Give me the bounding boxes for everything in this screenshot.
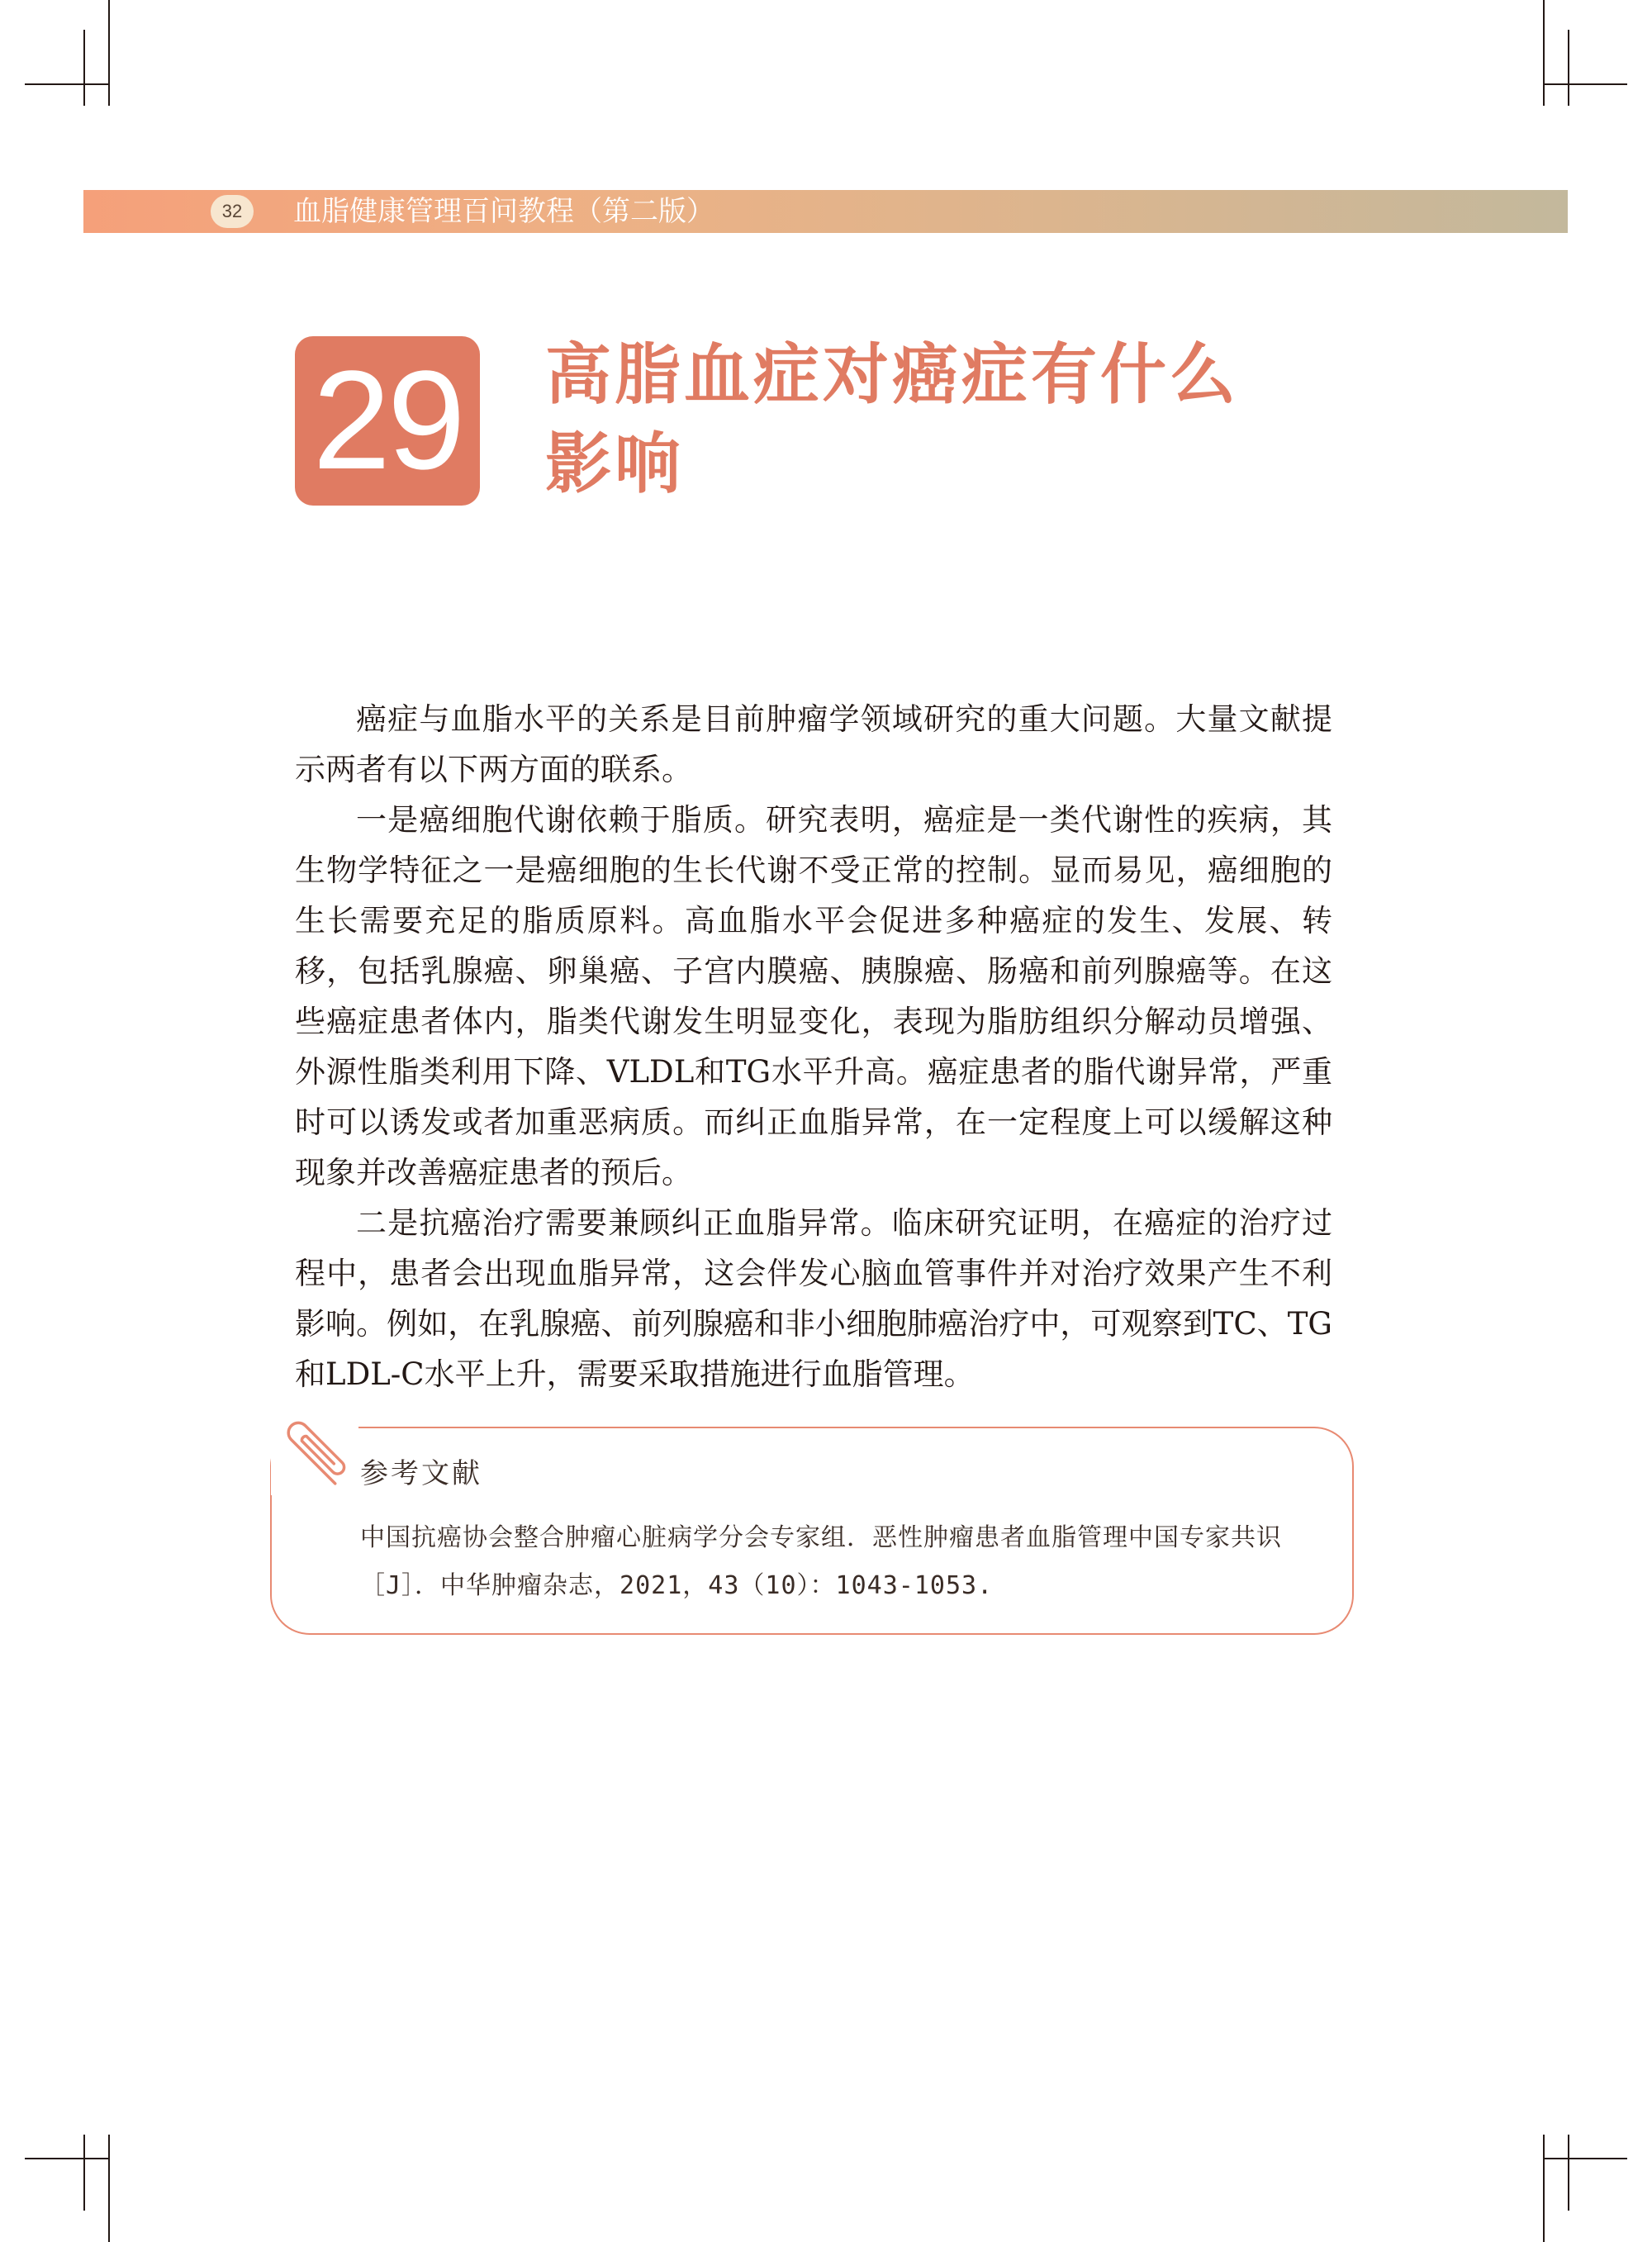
crop-mark — [25, 2158, 108, 2159]
references-heading: 参考文献 — [360, 1457, 482, 1490]
crop-mark — [1568, 30, 1569, 106]
page-number: 32 — [211, 195, 254, 228]
crop-mark — [1543, 83, 1627, 85]
chapter-title — [545, 330, 1338, 509]
paragraph: 一是癌细胞代谢依赖于脂质。研究表明，癌症是一类代谢性的疾病，其生物学特征之一是癌细胞的生长代谢不受正常的控制。显而易见，癌细胞的生长需要充足的脂质原料。高血脂水平会促进多种癌症的发生、发展、转移，包括乳腺癌、卵巢癌、子宫内膜癌、胰腺癌、肠癌和前列腺癌等。在这些癌症患者体内，脂类代谢发生明显变化，表现为脂肪组织分解动员增强、外源性脂类利用下降、VLDL和TG水平升高。癌症患者的脂代谢异常，严重时可以诱发或者加重恶病质。而纠正血脂异常，在一定程度上可以缓解这种现象并改善癌症患者的预后。 — [295, 802, 1332, 1190]
crop-mark — [25, 83, 108, 85]
body-text — [295, 694, 1332, 1399]
crop-mark — [83, 2135, 85, 2211]
chapter-number: 29 — [295, 336, 480, 506]
paragraph: 癌症与血脂水平的关系是目前肿瘤学领域研究的重大问题。大量文献提示两者有以下两方面的联系。 — [295, 701, 1332, 787]
crop-mark — [1568, 2135, 1569, 2211]
chapter-title-line-1: 高脂血症对癌症有什么 — [545, 336, 1239, 413]
reference-entry: 中国抗癌协会整合肿瘤心脏病学分会专家组．恶性肿瘤患者血脂管理中国专家共识［J］．中华肿瘤杂志，2021，43（10）：1043-1053. — [360, 1523, 1282, 1600]
crop-mark — [108, 2135, 110, 2242]
running-title: 血脂健康管理百问教程（第二版） — [293, 195, 714, 228]
crop-mark — [1543, 0, 1545, 106]
chapter-title-line-2: 影响 — [545, 425, 684, 502]
crop-mark — [1543, 2135, 1545, 2242]
crop-mark — [83, 30, 85, 106]
paperclip-icon — [269, 1406, 360, 1497]
crop-mark — [108, 0, 110, 106]
paragraph: 二是抗癌治疗需要兼顾纠正血脂异常。临床研究证明，在癌症的治疗过程中，患者会出现血脂异常，这会伴发心脑血管事件并对治疗效果产生不利影响。例如，在乳腺癌、前列腺癌和非小细胞肺癌治疗中，可观察到TC、TG和LDL-C水平上升，需要采取措施进行血脂管理。 — [295, 1205, 1332, 1392]
crop-mark — [1543, 2158, 1627, 2159]
